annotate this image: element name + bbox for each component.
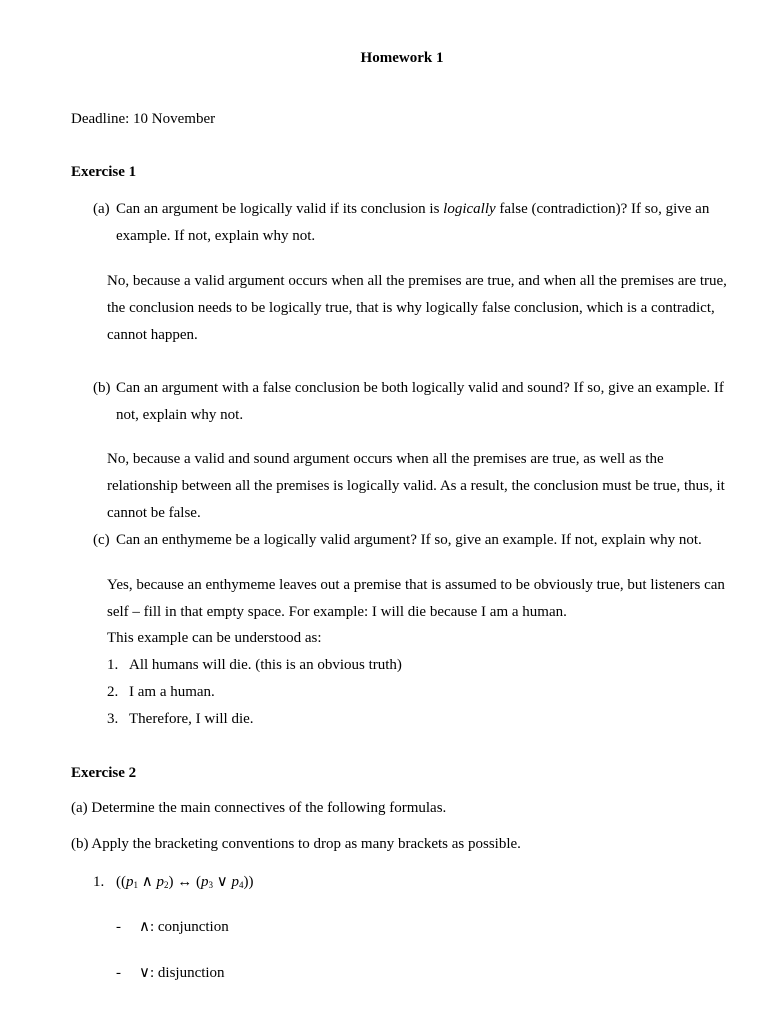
list-item: 2. I am a human. xyxy=(107,684,215,700)
question-c-label: (c) xyxy=(93,532,110,548)
answer-a: No, because a valid argument occurs when all the premises are true, and when all the premises are true, the conclusion needs to be logically true, that is why logically false conclusion, which is a contradict, cannot happen. xyxy=(107,273,727,343)
question-b-text: Can an argument with a false conclusion be both logically valid and sound? If so, give an example. If not, explain why not. xyxy=(116,380,724,423)
example-intro: This example can be understood as: xyxy=(107,630,322,646)
list-item: 3. Therefore, I will die. xyxy=(107,711,254,727)
answer-b: No, because a valid and sound argument occurs when all the premises are true, as well as the relationship between all the premises is logically valid. As a result, the conclusion must be true, thus, it cannot be false. xyxy=(107,451,725,521)
list-item: 1. All humans will die. (this is an obvious truth) xyxy=(107,657,402,673)
connective-disjunction: - ∨: disjunction xyxy=(116,965,225,981)
question-a-label: (a) xyxy=(93,201,110,217)
exercise1-heading: Exercise 1 xyxy=(71,164,137,180)
formula-1: 1. (($p_1$ ∧ $p_2$) ↔ ($p_3$ ∨ $p_4$)) xyxy=(93,874,254,890)
exercise2-part-b: (b) Apply the bracketing conventions to drop as many brackets as possible. xyxy=(71,836,521,852)
deadline: Deadline: 10 November xyxy=(71,111,216,127)
question-c-text: Can an enthymeme be a logically valid argument? If so, give an example. If not, explain why not. xyxy=(116,532,702,548)
page-title: Homework 1 xyxy=(360,50,444,66)
question-a-text: Can an argument be logically valid if its conclusion is logically false (contradiction)? If so, give an example. If not, explain why not. xyxy=(116,201,710,244)
exercise2-part-a: (a) Determine the main connectives of the following formulas. xyxy=(71,800,447,816)
answer-c: Yes, because an enthymeme leaves out a premise that is assumed to be obviously true, but listeners can self – fill in that empty space. For example: I will die because I am a human. xyxy=(107,577,725,620)
connective-conjunction: - ∧: conjunction xyxy=(116,919,229,935)
exercise2-heading: Exercise 2 xyxy=(71,765,137,781)
question-b xyxy=(93,375,738,429)
question-a xyxy=(93,196,738,250)
question-c xyxy=(93,527,738,554)
question-b-label: (b) xyxy=(93,380,111,396)
